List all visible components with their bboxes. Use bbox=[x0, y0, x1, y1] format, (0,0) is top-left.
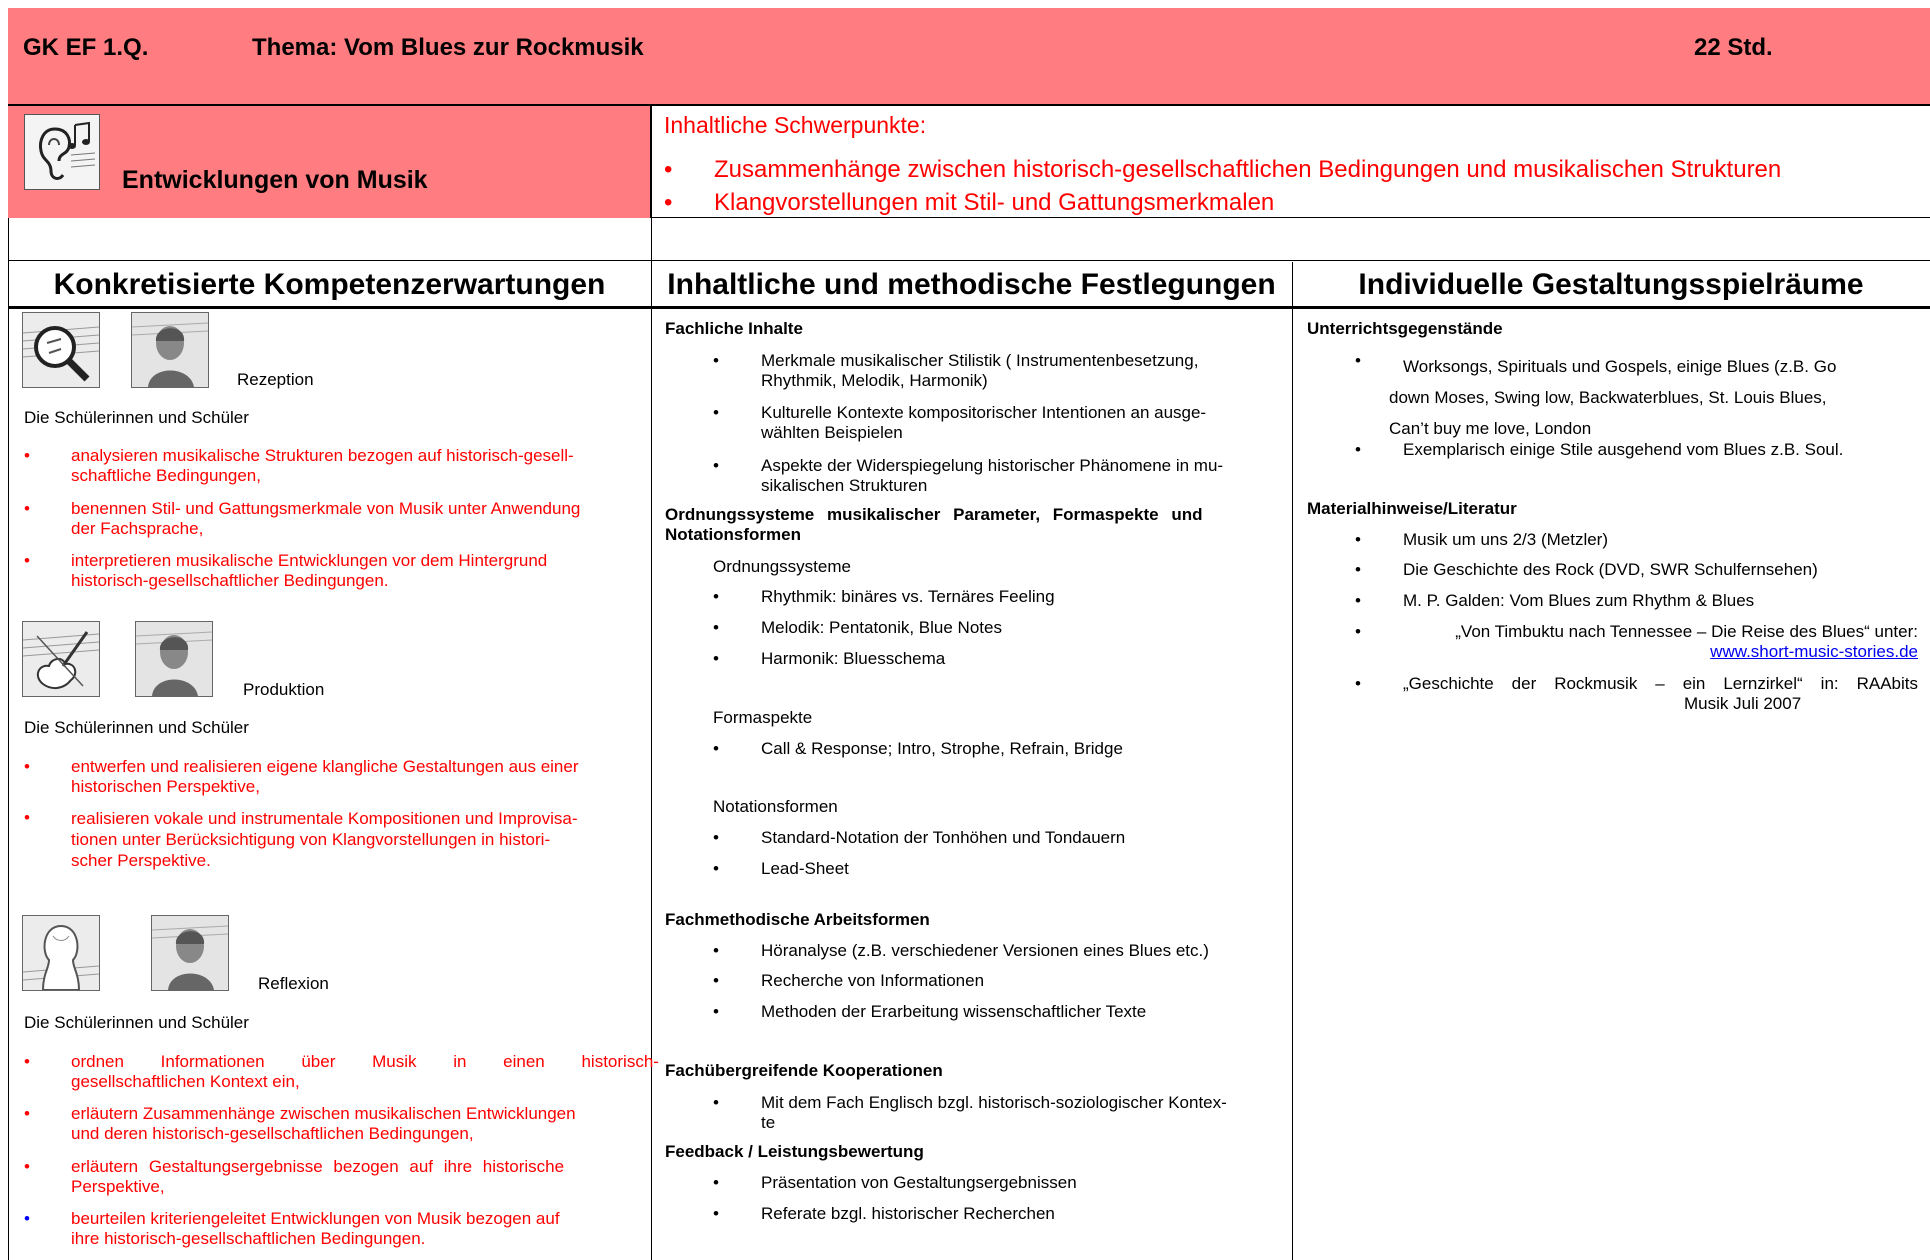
notation-sub: Notationsformen bbox=[713, 797, 838, 816]
ordnung-item: Rhythmik: binäres vs. Ternäres Feeling bbox=[761, 587, 1055, 606]
bullet: • bbox=[713, 971, 719, 990]
reflection-item-line: ordnen Informationen über Musik in einen historisch- bbox=[71, 1052, 659, 1071]
bullet: • bbox=[713, 1093, 719, 1112]
reception-item-line: interpretieren musikalische Entwicklungen vor dem Hintergrund bbox=[71, 551, 548, 570]
ordnung-sub: Ordnungssysteme bbox=[713, 557, 851, 576]
violin-sheet-music-icon bbox=[22, 621, 100, 697]
ear-music-icon bbox=[24, 114, 100, 190]
header-bar bbox=[8, 8, 1930, 105]
fachliche-item bbox=[761, 351, 1198, 391]
bullet: • bbox=[24, 757, 30, 776]
focus-item-text: Zusammenhänge zwischen historisch-gesellschaftlichen Bedingungen und musikalischen Strukturen bbox=[714, 156, 1782, 183]
material-item bbox=[1403, 622, 1918, 662]
gegenstand-item: Exemplarisch einige Stile ausgehend vom Blues z.B. Soul. bbox=[1403, 440, 1844, 459]
bullet: • bbox=[713, 941, 719, 960]
fachliche-item bbox=[761, 403, 1206, 443]
reflection-item-line: und deren historisch-gesellschaftlichen Bedingungen, bbox=[71, 1124, 474, 1143]
feedback-heading: Feedback / Leistungsbewertung bbox=[665, 1142, 924, 1161]
material-item: Musik um uns 2/3 (Metzler) bbox=[1403, 530, 1608, 549]
area-name: Entwicklungen von Musik bbox=[122, 166, 428, 194]
feedback-item: Referate bzgl. historischer Recherchen bbox=[761, 1204, 1055, 1223]
bullet: • bbox=[1355, 351, 1361, 370]
bullet: • bbox=[1355, 591, 1361, 610]
composer-portrait-icon bbox=[135, 621, 213, 697]
material-heading: Materialhinweise/Literatur bbox=[1307, 499, 1517, 518]
bullet: • bbox=[713, 739, 719, 758]
reception-item-line: benennen Stil- und Gattungsmerkmale von Musik unter Anwendung bbox=[71, 499, 581, 518]
reception-item-line: schaftliche Bedingungen, bbox=[71, 466, 261, 485]
forma-sub: Formaspekte bbox=[713, 708, 813, 727]
production-item-line: realisieren vokale und instrumentale Kompositionen und Improvisa- bbox=[71, 809, 578, 828]
production-intro: Die Schülerinnen und Schüler bbox=[24, 718, 249, 737]
bullet: • bbox=[713, 618, 719, 637]
bullet: • bbox=[24, 446, 30, 465]
koop-item-line: te bbox=[761, 1113, 776, 1132]
bullet: • bbox=[1355, 674, 1361, 693]
theme-title: Thema: Vom Blues zur Rockmusik bbox=[252, 34, 644, 61]
bullet: • bbox=[1355, 440, 1361, 459]
magnifier-sheet-music-icon bbox=[22, 312, 100, 388]
bullet: • bbox=[664, 189, 673, 216]
bullet: • bbox=[24, 1157, 30, 1176]
gegenstand-item-line: Worksongs, Spirituals und Gospels, einige Blues (z.B. Go bbox=[1403, 357, 1837, 376]
koop-heading: Fachübergreifende Kooperationen bbox=[665, 1061, 943, 1080]
raabits-text: Musik Juli 2007 bbox=[1684, 694, 1802, 713]
bullet: • bbox=[713, 1002, 719, 1021]
bullet: • bbox=[1355, 530, 1361, 549]
reflection-item-line: gesellschaftlichen Kontext ein, bbox=[71, 1072, 300, 1091]
bullet: • bbox=[1355, 560, 1361, 579]
production-label: Produktion bbox=[243, 680, 325, 699]
gegenstand-item bbox=[1389, 351, 1836, 444]
reception-label: Rezeption bbox=[237, 370, 314, 389]
notation-item: Standard-Notation der Tonhöhen und Tondauern bbox=[761, 828, 1126, 847]
bullet: • bbox=[24, 808, 30, 827]
fachliche-heading: Fachliche Inhalte bbox=[665, 319, 803, 338]
bullet: • bbox=[24, 551, 30, 570]
methoden-heading: Fachmethodische Arbeitsformen bbox=[665, 910, 930, 929]
bullet: • bbox=[713, 456, 719, 475]
bullet: • bbox=[713, 649, 719, 668]
column-heading-individual: Individuelle Gestaltungsspielräume bbox=[1292, 262, 1930, 307]
ordnung-item: Melodik: Pentatonik, Blue Notes bbox=[761, 618, 1002, 637]
column-heading-content: Inhaltliche und methodische Festlegungen bbox=[651, 262, 1292, 307]
production-item-line: scher Perspektive. bbox=[71, 851, 211, 870]
course-label: GK EF 1.Q. bbox=[23, 34, 149, 61]
composer-portrait-icon bbox=[131, 312, 209, 388]
bullet: • bbox=[24, 1209, 30, 1228]
fachliche-item-line: Merkmale musikalischer Stilistik ( Instrumentenbesetzung, bbox=[761, 351, 1199, 370]
reception-item-line: historisch-gesellschaftlicher Bedingungen. bbox=[71, 571, 389, 590]
reflection-label: Reflexion bbox=[258, 974, 329, 993]
reception-intro: Die Schülerinnen und Schüler bbox=[24, 408, 249, 427]
reflection-item-line: Perspektive, bbox=[71, 1177, 165, 1196]
head-silhouette-icon bbox=[22, 915, 100, 991]
ordnung-heading bbox=[665, 505, 1277, 545]
reflection-intro: Die Schülerinnen und Schüler bbox=[24, 1013, 249, 1032]
fachliche-item-line: Aspekte der Widerspiegelung historischer Phänomene in mu- bbox=[761, 456, 1224, 475]
forma-item: Call & Response; Intro, Strophe, Refrain, Bridge bbox=[761, 739, 1123, 758]
reflection-item-line: erläutern Zusammenhänge zwischen musikalischen Entwicklungen bbox=[71, 1104, 576, 1123]
ordnung-item: Harmonik: Bluesschema bbox=[761, 649, 946, 668]
timbuktu-text: „Von Timbuktu nach Tennessee – Die Reise des Blues“ unter: bbox=[1455, 622, 1918, 641]
notation-item: Lead-Sheet bbox=[761, 859, 849, 878]
short-music-stories-link[interactable]: www.short-music-stories.de bbox=[1710, 642, 1918, 661]
material-item: Die Geschichte des Rock (DVD, SWR Schulfernsehen) bbox=[1403, 560, 1818, 579]
methoden-item: Höranalyse (z.B. verschiedener Versionen eines Blues etc.) bbox=[761, 941, 1209, 960]
bullet: • bbox=[713, 1173, 719, 1192]
fachliche-item bbox=[761, 456, 1223, 496]
koop-item-line: Mit dem Fach Englisch bzgl. historisch-soziologischer Kontex- bbox=[761, 1093, 1227, 1112]
fachliche-item-line: wählten Beispielen bbox=[761, 423, 903, 442]
ordnung-heading-line: Notationsformen bbox=[665, 525, 801, 544]
focus-item-text: Klangvorstellungen mit Stil- und Gattungsmerkmalen bbox=[714, 189, 1275, 216]
production-item-line: entwerfen und realisieren eigene klangliche Gestaltungen aus einer bbox=[71, 757, 579, 776]
bullet: • bbox=[713, 351, 719, 370]
bullet: • bbox=[713, 859, 719, 878]
bullet: • bbox=[1355, 622, 1361, 641]
column-heading-competences: Konkretisierte Kompetenzerwartungen bbox=[8, 262, 651, 307]
bullet: • bbox=[24, 499, 30, 518]
bullet: • bbox=[713, 828, 719, 847]
composer-portrait-icon bbox=[151, 915, 229, 991]
reflection-item-line: beurteilen kriteriengeleitet Entwicklungen von Musik bezogen auf bbox=[71, 1209, 560, 1228]
divider bbox=[8, 307, 1930, 309]
bullet: • bbox=[713, 403, 719, 422]
bullet: • bbox=[664, 156, 673, 183]
fachliche-item-line: Rhythmik, Melodik, Harmonik) bbox=[761, 371, 988, 390]
reception-item-line: der Fachsprache, bbox=[71, 519, 204, 538]
methoden-item: Recherche von Informationen bbox=[761, 971, 985, 990]
reflection-item-line: erläutern Gestaltungsergebnisse bezogen auf ihre historische bbox=[71, 1157, 565, 1176]
gegenstand-item-line: down Moses, Swing low, Backwaterblues, St. Louis Blues, bbox=[1389, 388, 1827, 407]
material-item bbox=[1403, 674, 1918, 714]
bullet: • bbox=[24, 1052, 30, 1071]
bullet: • bbox=[24, 1104, 30, 1123]
raabits-text: „Geschichte der Rockmusik – ein Lernzirkel“ in: RAAbits bbox=[1403, 674, 1918, 693]
feedback-item: Präsentation von Gestaltungsergebnissen bbox=[761, 1173, 1077, 1192]
area-name-cell bbox=[8, 106, 651, 218]
bullet: • bbox=[713, 1204, 719, 1223]
production-item-line: tionen unter Berücksichtigung von Klangvorstellungen in histori- bbox=[71, 830, 551, 849]
production-item-line: historischen Perspektive, bbox=[71, 777, 260, 796]
gegenstand-heading: Unterrichtsgegenstände bbox=[1307, 319, 1503, 338]
column-divider bbox=[1292, 262, 1293, 1260]
reception-item-line: analysieren musikalische Strukturen bezogen auf historisch-gesell- bbox=[71, 446, 574, 465]
reflection-item-line: ihre historisch-gesellschaftlichen Bedingungen. bbox=[71, 1229, 426, 1248]
gegenstand-item-line: Can’t buy me love, London bbox=[1389, 419, 1592, 438]
material-item: M. P. Galden: Vom Blues zum Rhythm & Blues bbox=[1403, 591, 1755, 610]
empty-row bbox=[8, 219, 1930, 261]
fachliche-item-line: sikalischen Strukturen bbox=[761, 476, 928, 495]
koop-item bbox=[761, 1093, 1227, 1133]
focus-heading: Inhaltliche Schwerpunkte: bbox=[664, 112, 927, 138]
methoden-item: Methoden der Erarbeitung wissenschaftlicher Texte bbox=[761, 1002, 1147, 1021]
fachliche-item-line: Kulturelle Kontexte kompositorischer Intentionen an ausge- bbox=[761, 403, 1207, 422]
hours-label: 22 Std. bbox=[1694, 34, 1773, 61]
bullet: • bbox=[713, 587, 719, 606]
ordnung-heading-line: Ordnungssysteme musikalischer Parameter, Formaspekte und bbox=[665, 505, 1203, 524]
